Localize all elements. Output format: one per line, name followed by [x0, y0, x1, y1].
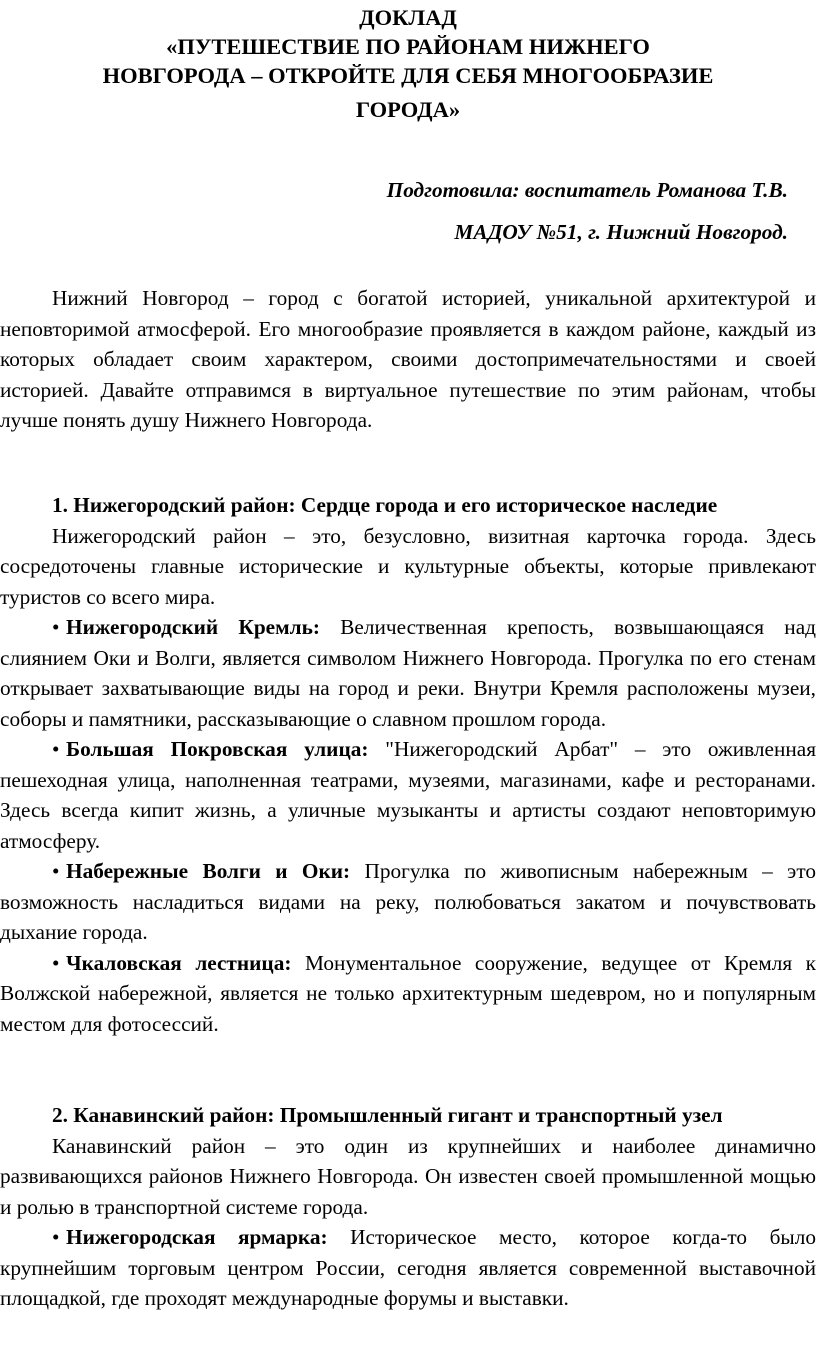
list-item	[0, 612, 816, 734]
author-line: Подготовила: воспитатель Романова Т.В.	[386, 178, 788, 202]
list-item-title: Набережные Волги и Оки:	[66, 859, 351, 883]
bullet-icon: •	[52, 615, 60, 639]
title-line-1: «ПУТЕШЕСТВИЕ ПО РАЙОНАМ НИЖНЕГО	[166, 34, 650, 59]
list-item-text: "Нижегородский Арбат" – это оживленная пешеходная улица, наполненная театрами, музеями, магазинами, кафе и ресторанами. Здесь всегда кипит жизнь, а уличные музыканты и артисты создают неповторимую атмосферу.	[0, 737, 816, 853]
list-item-title: Нижегородская ярмарка:	[66, 1225, 328, 1249]
list-item-title: Нижегородский Кремль:	[66, 615, 320, 639]
list-item	[0, 948, 816, 1040]
list-item-text: Прогулка по живописным набережным – это возможность насладиться видами на реку, полюбоваться закатом и почувствовать дыхание города.	[0, 859, 816, 944]
list-item-text: Историческое место, которое когда-то было крупнейшим торговым центром России, сегодня является современной выставочной площадкой, где проходят международные форумы и выставки.	[0, 1225, 816, 1310]
list-item	[0, 1222, 816, 1314]
section-2	[0, 1100, 816, 1314]
doc-type-title: ДОКЛАД	[359, 5, 457, 30]
bullet-icon: •	[52, 859, 60, 883]
section-1-heading: 1. Нижегородский район: Сердце города и его историческое наследие	[52, 493, 718, 517]
list-item	[0, 734, 816, 856]
intro-block	[0, 283, 816, 436]
section-2-heading: 2. Канавинский район: Промышленный гигант и транспортный узел	[52, 1103, 723, 1127]
title-line-3: ГОРОДА»	[355, 97, 461, 122]
institution-line: МАДОУ №51, г. Нижний Новгород.	[454, 220, 788, 244]
list-item-text: Величественная крепость, возвышающаяся над слиянием Оки и Волги, является символом Нижнего Новгорода. Прогулка по его стенам открывает захватывающие виды на город и реки. Внутри Кремля расположены музеи, соборы и памятники, рассказывающие о славном прошлом города.	[0, 615, 816, 731]
bullet-icon: •	[52, 1225, 60, 1249]
intro-paragraph: Нижний Новгород – город с богатой историей, уникальной архитектурой и неповторимой атмосферой. Его многообразие проявляется в каждом районе, каждый из которых обладает своим характером, своими достопримечательностями и своей историей. Давайте отправимся в виртуальное путешествие по этим районам, чтобы лучше понять душу Нижнего Новгорода.	[0, 286, 816, 432]
section-1	[0, 490, 816, 1039]
list-item-title: Большая Покровская улица:	[66, 737, 369, 761]
bullet-icon: •	[52, 950, 60, 975]
list-item-text: Монументальное сооружение, ведущее от Кремля к Волжской набережной, является не только архитектурным шедевром, но и популярным местом для фотосессий.	[0, 950, 816, 1036]
section-2-text: Канавинский район – это один из крупнейших и наиболее динамично развивающихся районов Нижнего Новгорода. Он известен своей промышленной мощью и ролью в транспортной системе города.	[0, 1133, 816, 1219]
bullet-icon: •	[52, 737, 60, 761]
title-line-2: НОВГОРОДА – ОТКРОЙТЕ ДЛЯ СЕБЯ МНОГООБРАЗИЕ	[102, 63, 714, 88]
section-1-text: Нижегородский район – это, безусловно, визитная карточка города. Здесь сосредоточены главные исторические и культурные объекты, которые привлекают туристов со всего мира.	[0, 523, 816, 609]
list-item-title: Чкаловская лестница:	[66, 950, 292, 975]
list-item	[0, 856, 816, 948]
